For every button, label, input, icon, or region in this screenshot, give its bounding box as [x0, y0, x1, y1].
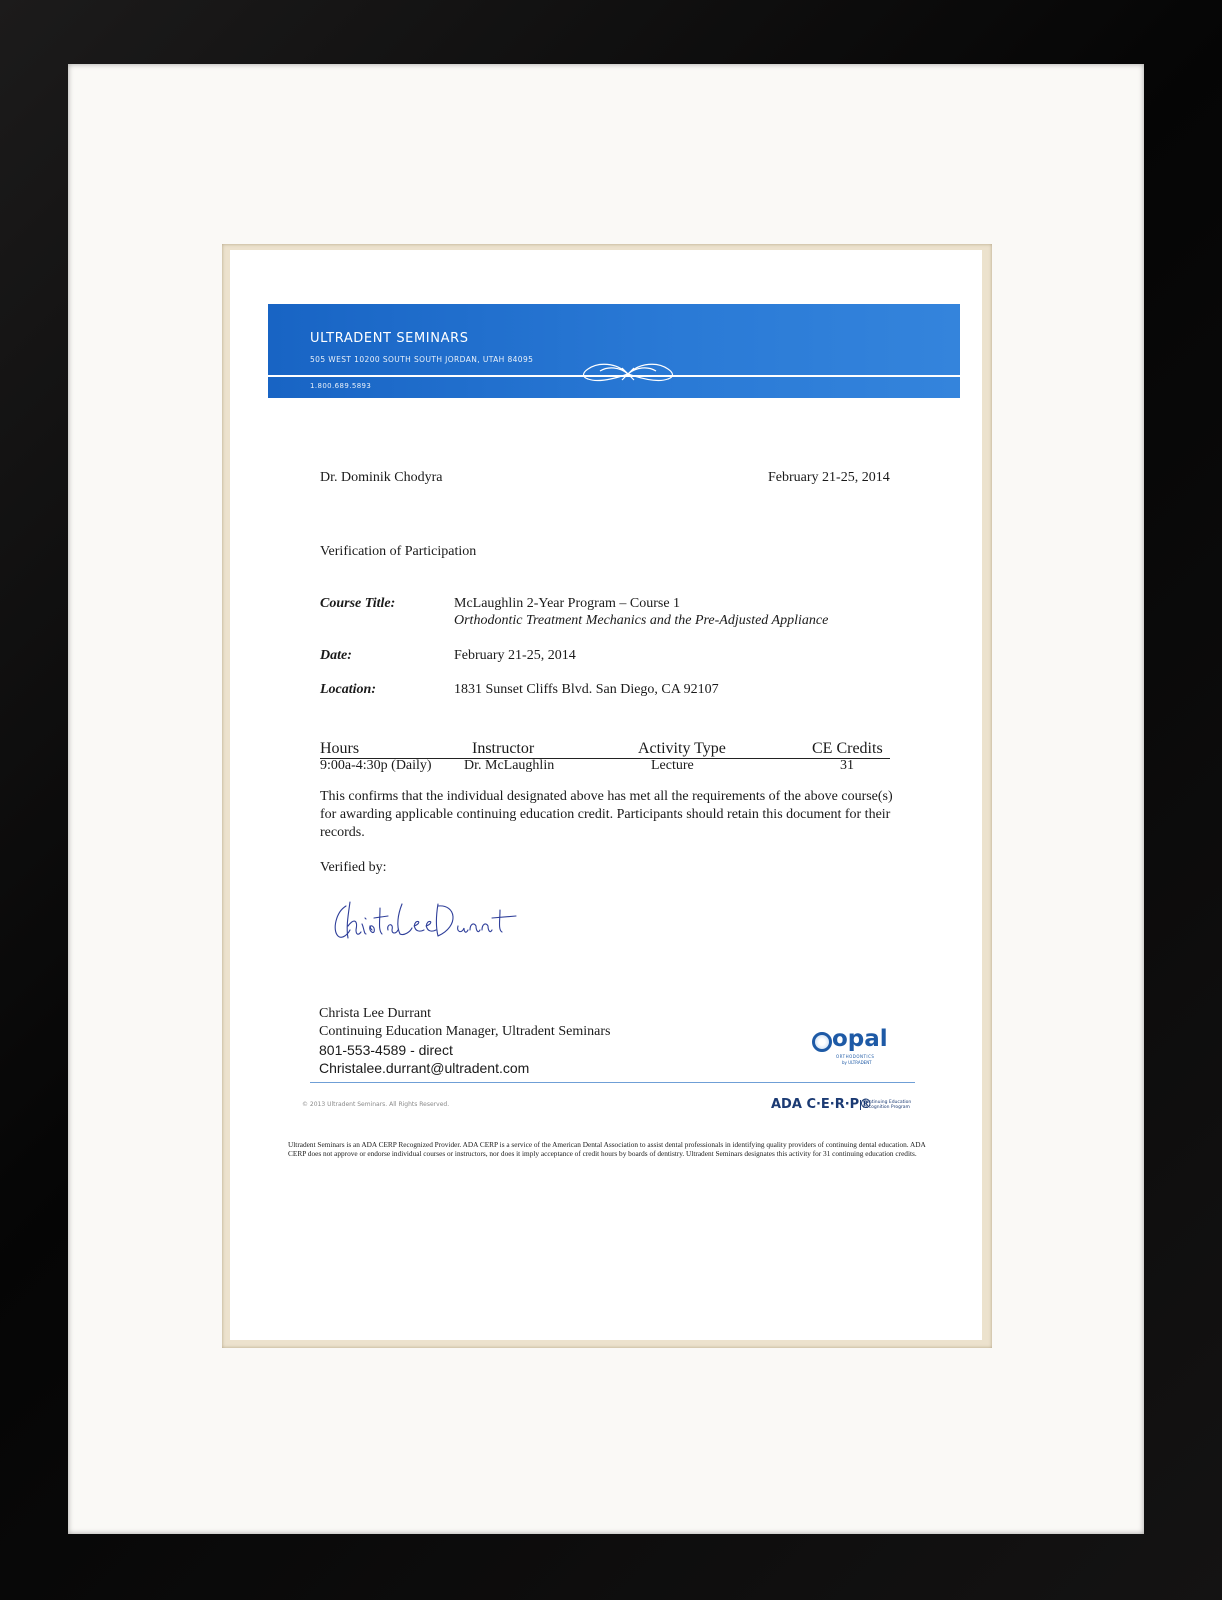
ada-cerp-fine-print: Ultradent Seminars is an ADA CERP Recognized Provider. ADA CERP is a service of the American Dental Association to assist dental professionals in identifying quality providers of continuing dental education. ADA CERP does not approve or endorse individual courses or instructors, nor does it imply acceptance of credit hours by boards of dentistry. Ultradent Seminars designates this activity for 31 continuing education credits.	[288, 1140, 926, 1158]
ada-cerp-logo: ADA C·E·R·P®	[771, 1097, 873, 1112]
verified-by-label: Verified by:	[320, 860, 387, 875]
opal-logo-by: by ULTRADENT	[842, 1060, 872, 1065]
footer-rule	[310, 1082, 915, 1083]
table-header-instructor: Instructor	[472, 740, 535, 757]
certificate-document	[230, 250, 982, 1340]
course-title-label: Course Title:	[320, 596, 396, 611]
document-date: February 21-25, 2014	[768, 470, 890, 485]
handwritten-signature	[328, 896, 518, 946]
course-title: McLaughlin 2-Year Program – Course 1	[454, 596, 681, 611]
letterhead-banner	[268, 304, 960, 398]
letterhead-rule	[268, 375, 960, 377]
table-cell-activity-type: Lecture	[651, 758, 694, 773]
signer-title: Continuing Education Manager, Ultradent Seminars	[319, 1024, 611, 1039]
letterhead-phone: 1.800.689.5893	[310, 382, 372, 390]
course-date: February 21-25, 2014	[454, 648, 576, 663]
location-label: Location:	[320, 682, 376, 697]
ada-cerp-subtitle: Continuing Education Recognition Program	[860, 1100, 913, 1110]
signer-email: Christalee.durrant@ultradent.com	[319, 1060, 530, 1076]
recipient-name: Dr. Dominik Chodyra	[320, 470, 443, 485]
opal-logo-word: opal	[832, 1026, 888, 1052]
table-cell-hours: 9:00a-4:30p (Daily)	[320, 758, 432, 773]
copyright-notice: © 2013 Ultradent Seminars. All Rights Reserved.	[302, 1101, 450, 1108]
table-cell-instructor: Dr. McLaughlin	[464, 758, 555, 773]
signer-phone: 801-553-4589 - direct	[319, 1042, 453, 1058]
table-cell-ce-credits: 31	[840, 758, 854, 773]
table-header-ce-credits: CE Credits	[812, 740, 883, 757]
date-label: Date:	[320, 648, 352, 663]
document-title: Verification of Participation	[320, 544, 477, 559]
confirmation-paragraph: This confirms that the individual designated above has met all the requirements of the above course(s) for awarding applicable continuing education credit. Participants should retain this document for their records.	[320, 789, 893, 840]
opal-logo	[810, 1024, 890, 1072]
letterhead-org-name: ULTRADENT SEMINARS	[310, 331, 469, 346]
opal-logo-ring-icon	[812, 1032, 832, 1052]
opal-logo-tagline: ORTHODONTICS	[836, 1054, 875, 1059]
signer-name: Christa Lee Durrant	[319, 1006, 431, 1021]
table-header-hours: Hours	[320, 740, 360, 757]
ornament-flourish-icon	[568, 359, 688, 389]
course-location: 1831 Sunset Cliffs Blvd. San Diego, CA 92107	[454, 682, 719, 697]
letterhead-address: 505 WEST 10200 SOUTH SOUTH JORDAN, UTAH 84095	[310, 355, 534, 364]
table-header-activity-type: Activity Type	[638, 740, 726, 757]
course-subtitle: Orthodontic Treatment Mechanics and the Pre-Adjusted Appliance	[454, 613, 829, 628]
